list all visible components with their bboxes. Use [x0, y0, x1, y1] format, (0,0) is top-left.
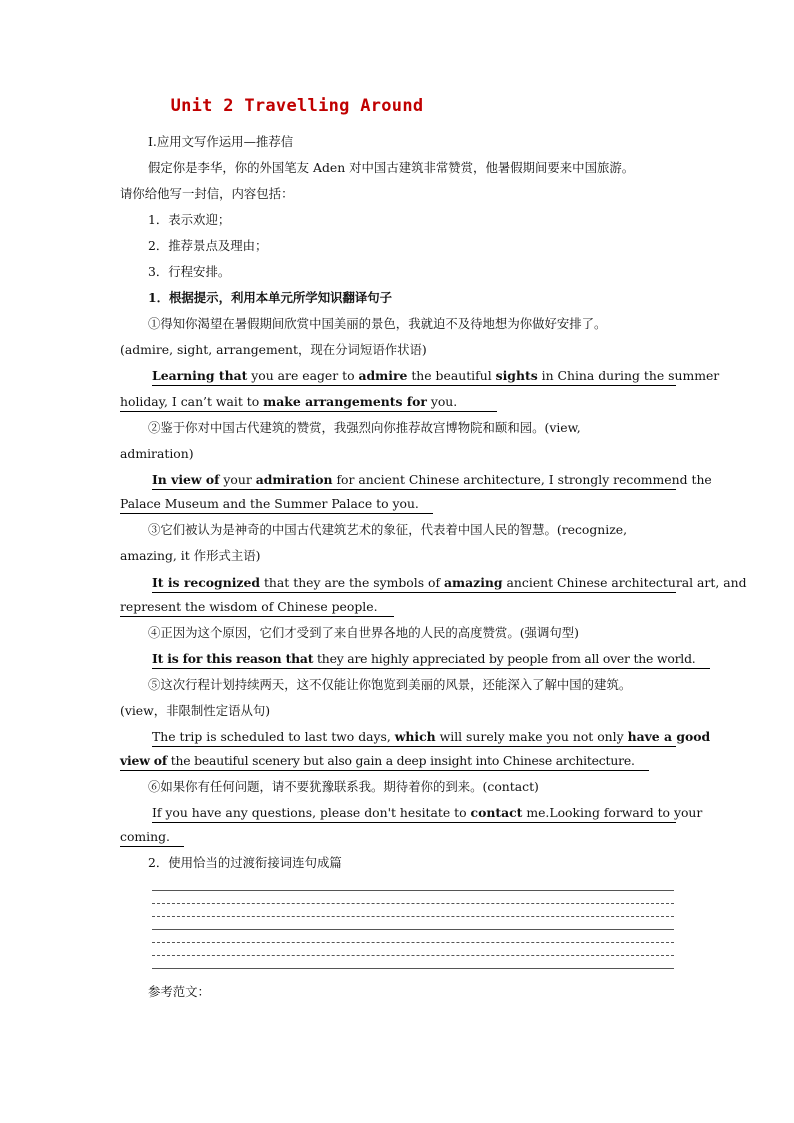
- item-1-question: ①得知你渴望在暑假期间欣赏中国美丽的景色，我就迫不及待地想为你做好安排了。: [148, 316, 607, 331]
- answer-keyword: It is for this reason that: [152, 651, 314, 666]
- item-6-answer-line-2: [120, 829, 676, 847]
- item-2-hint: admiration): [120, 446, 194, 461]
- answer-text: ancient Chinese architectural art, and: [502, 575, 747, 590]
- answer-keyword: contact: [470, 805, 523, 820]
- item-3-answer-line-2: [120, 599, 676, 617]
- answer-text: me.Looking forward to your: [522, 805, 703, 820]
- prompt-line-1: 假定你是李华，你的外国笔友 Aden 对中国古建筑非常赞赏，他暑假期间要来中国旅游。: [148, 160, 635, 175]
- item-3-answer-line-1: [120, 575, 747, 593]
- answer-keyword: amazing: [444, 575, 503, 590]
- answer-keyword: It is recognized: [152, 575, 261, 590]
- writing-line: [152, 968, 674, 969]
- item-5-answer-line-1: [120, 729, 711, 747]
- writing-line: [152, 929, 674, 930]
- answer-text: the beautiful: [407, 368, 496, 383]
- answer-text: you are eager to: [247, 368, 359, 383]
- item-3-hint: amazing, it 作形式主语): [120, 548, 261, 563]
- item-4-question: ④正因为这个原因，它们才受到了来自世界各地的人民的高度赞赏。(强调句型): [148, 625, 579, 640]
- answer-text: that they are the symbols of: [260, 575, 445, 590]
- answer-keyword: make arrangements for: [263, 394, 427, 409]
- answer-text: The trip is scheduled to last two days,: [152, 729, 395, 744]
- prompt-line-2: 请你给他写一封信，内容包括：: [120, 186, 294, 201]
- answer-text: holiday, I can’t wait to: [120, 394, 264, 409]
- writing-line: [152, 942, 674, 943]
- section-heading: Ⅰ.应用文写作运用—推荐信: [148, 134, 294, 149]
- answer-text: coming.: [120, 829, 170, 844]
- requirement-2: 2．推荐景点及理由；: [148, 238, 268, 253]
- answer-text: Palace Museum and the Summer Palace to you.: [120, 496, 419, 511]
- answer-keyword: In view of: [152, 472, 220, 487]
- item-5-answer-line-2: [120, 753, 676, 771]
- item-2-question: ②鉴于你对中国古代建筑的赞赏，我强烈向你推荐故宫博物院和颐和园。(view,: [148, 420, 581, 435]
- item-4-answer-line-1: [120, 651, 696, 669]
- writing-line: [152, 890, 674, 891]
- answer-keyword: have a good: [627, 729, 711, 744]
- answer-text: you.: [426, 394, 458, 409]
- item-5-question: ⑤这次行程计划持续两天，这不仅能让你饱览到美丽的风景，还能深入了解中国的建筑。: [148, 677, 632, 692]
- answer-text: will surely make you not only: [435, 729, 628, 744]
- requirement-1: 1．表示欢迎；: [148, 212, 231, 227]
- item-2-answer-line-1: [120, 472, 712, 490]
- item-5-hint: (view，非限制性定语从句): [120, 703, 271, 718]
- answer-text: for ancient Chinese architecture, I strongly recommend the: [332, 472, 712, 487]
- item-2-answer-line-2: [120, 496, 676, 514]
- item-3-question: ③它们被认为是神奇的中国古代建筑艺术的象征，代表着中国人民的智慧。(recognize,: [148, 522, 628, 537]
- answer-text: your: [219, 472, 256, 487]
- requirement-3: 3．行程安排。: [148, 264, 231, 279]
- answer-text: If you have any questions, please don't hesitate to: [152, 805, 471, 820]
- task1-heading: 1．根据提示，利用本单元所学知识翻译句子: [148, 290, 393, 305]
- reference-label: 参考范文：: [148, 984, 210, 999]
- writing-line: [152, 955, 674, 956]
- answer-keyword: sights: [495, 368, 538, 383]
- answer-keyword: admiration: [255, 472, 333, 487]
- writing-line: [152, 916, 674, 917]
- answer-keyword: Learning that: [152, 368, 248, 383]
- answer-text: represent the wisdom of Chinese people.: [120, 599, 378, 614]
- item-6-question: ⑥如果你有任何问题，请不要犹豫联系我。期待着你的到来。(contact): [148, 779, 539, 794]
- answer-keyword: view of: [120, 753, 167, 768]
- answer-keyword: which: [394, 729, 436, 744]
- answer-text: in China during the summer: [537, 368, 720, 383]
- answer-text: the beautiful scenery but also gain a deep insight into Chinese architecture.: [166, 753, 635, 768]
- item-1-answer-line-2: [120, 394, 676, 412]
- item-1-hint: (admire, sight, arrangement，现在分词短语作状语): [120, 342, 427, 357]
- item-6-answer-line-1: [120, 805, 703, 823]
- writing-line: [152, 903, 674, 904]
- answer-text: they are highly appreciated by people from all over the world.: [313, 651, 696, 666]
- item-1-answer-line-1: [120, 368, 720, 386]
- answer-keyword: admire: [358, 368, 408, 383]
- task2-heading: 2．使用恰当的过渡衔接词连句成篇: [148, 855, 342, 870]
- page-title: Unit 2 Travelling Around: [170, 96, 424, 116]
